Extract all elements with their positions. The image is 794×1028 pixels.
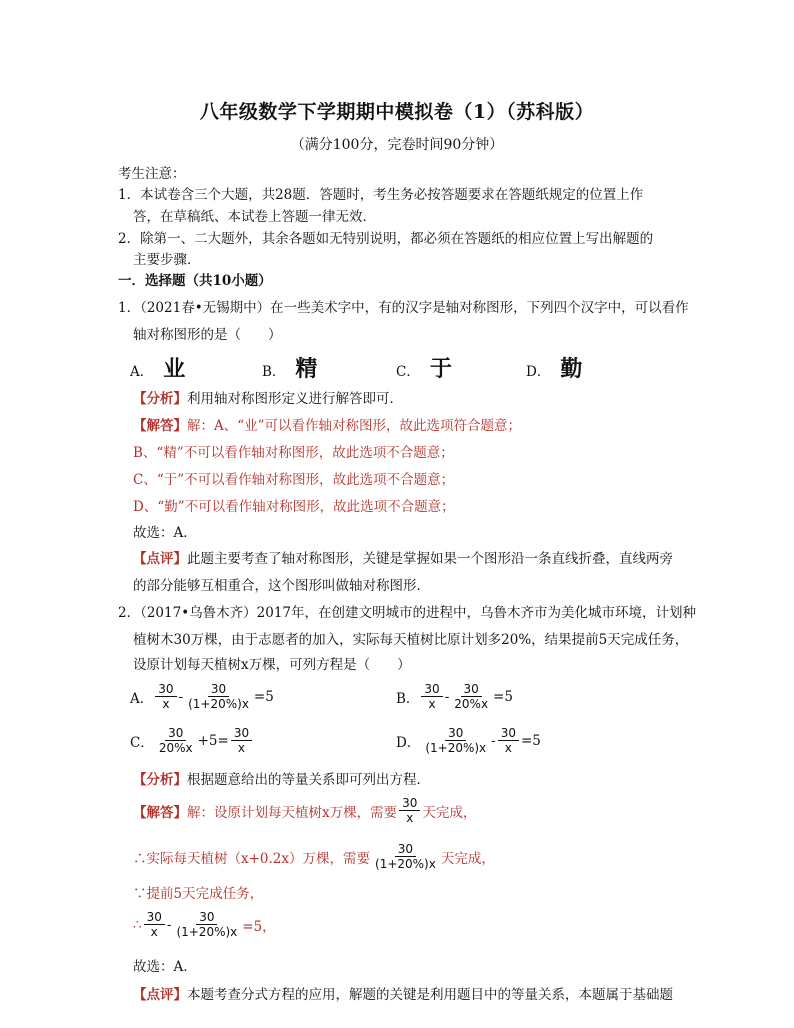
- q2-comment: 【点评】本题考查分式方程的应用，解题的关键是利用题目中的等量关系，本题属于基础题: [133, 987, 673, 1003]
- q1-solution-3: C、“于”不可以看作轴对称图形，故此选项不合题意；: [133, 472, 455, 488]
- notice-header: 考生注意：: [118, 166, 186, 182]
- q1-option-b-char: 精: [295, 357, 318, 382]
- q2-stem-c: 设原计划每天植树x万棵，可列方程是（ ）: [133, 657, 411, 673]
- q2-stem-a: 2．（2017•乌鲁木齐）2017年，在创建文明城市的进程中，乌鲁木齐市为美化城市环境，计划种: [118, 605, 697, 621]
- q1-choice: 故选：A．: [133, 525, 197, 541]
- notice-item-1a: 1．本试卷含三个大题，共28题．答题时，考生务必按答题要求在答题纸规定的位置上作: [118, 187, 644, 203]
- q2-solution-2: ∴实际每天植树（x+0.2x）万棵，需要 $\frac{30}{(1+20\%)x}$ 天完成，: [133, 842, 495, 871]
- q1-option-c: C． 于: [396, 357, 452, 382]
- section-heading: 一．选择题（共10小题）: [118, 273, 272, 289]
- q1-solution-4: D、“勤”不可以看作轴对称图形，故此选项不合题意；: [133, 499, 455, 515]
- q2-option-c: C． $\frac{30}{20\%x}$ +5= $\frac{30}{x}$: [130, 726, 254, 755]
- q1-stem-b: 轴对称图形的是（ ）: [133, 327, 282, 343]
- q2-solution-1: 【解答】 解：设原计划每天植树x万棵，需要 $\frac{30}{x}$ 天完成，: [133, 796, 477, 825]
- q1-stem-a: 1．（2021春•无锡期中）在一些美术字中，有的汉字是轴对称图形，下列四个汉字中，可以看作: [118, 300, 689, 316]
- q2-stem-b: 植树木30万棵，由于志愿者的加入，实际每天植树比原计划多20%，结果提前5天完成任务，: [133, 632, 689, 648]
- q1-analysis: 【分析】利用轴对称图形定义进行解答即可．: [133, 391, 403, 407]
- q1-option-d: D． 勤: [526, 357, 583, 382]
- q1-option-b: B． 精: [262, 357, 318, 382]
- q2-solution-4: ∴ $\frac{30}{x}$ - $\frac{30}{(1+20\%)x}$ =5，: [133, 910, 276, 939]
- q2-option-a: A． $\frac{30}{x}$ - $\frac{30}{(1+20\%)x}$ =5: [130, 682, 274, 711]
- q1-comment: 【点评】此题主要考查了轴对称图形，关键是掌握如果一个图形沿一条直线折叠，直线两旁: [133, 551, 673, 567]
- notice-item-2b: 主要步骤．: [133, 252, 201, 268]
- q1-option-a: A． 业: [130, 357, 186, 382]
- q2-option-b: B． $\frac{30}{x}$ - $\frac{30}{20\%x}$ =5: [396, 682, 513, 711]
- page-subtitle: （满分100分，完卷时间90分钟）: [290, 137, 504, 153]
- q1-option-c-char: 于: [429, 357, 452, 382]
- q1-solution-2: B、“精”不可以看作轴对称图形，故此选项不合题意；: [133, 445, 454, 461]
- q1-comment-b: 的部分能够互相重合，这个图形叫做轴对称图形．: [133, 578, 430, 594]
- q1-solution-1: 【解答】解：A、“业”可以看作轴对称图形，故此选项符合题意；: [133, 418, 522, 434]
- notice-item-1b: 答，在草稿纸、本试卷上答题一律无效．: [133, 209, 376, 225]
- q1-option-a-char: 业: [163, 357, 186, 382]
- q2-analysis: 【分析】根据题意给出的等量关系即可列出方程．: [133, 772, 430, 788]
- page-title: 八年级数学下学期期中模拟卷（1）（苏科版）: [199, 101, 595, 123]
- notice-item-2a: 2．除第一、二大题外，其余各题如无特别说明，都必须在答题纸的相应位置上写出解题的: [118, 231, 654, 247]
- q1-option-d-char: 勤: [560, 357, 583, 382]
- q2-choice: 故选：A．: [133, 959, 197, 975]
- q2-solution-3: ∵提前5天完成任务，: [133, 886, 264, 902]
- q2-option-d: D． $\frac{30}{(1+20\%)x}$ - $\frac{30}{x}$ =5: [396, 726, 541, 755]
